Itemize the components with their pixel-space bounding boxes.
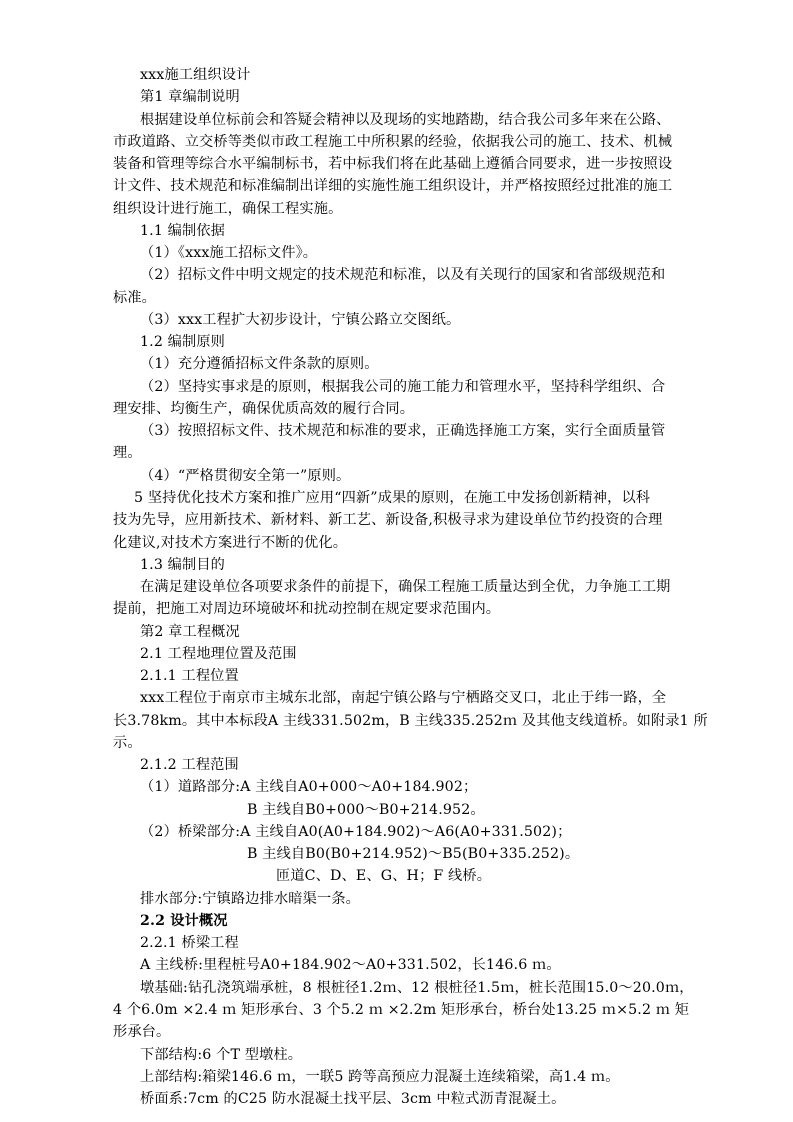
paragraph-line: 4 个6.0m ×2.4 ｍ 矩形承台、3 个5.2 ｍ ×2.2m 矩形承台，桥台处13.25 ｍ×5.2 ｍ 矩 <box>113 1002 690 1018</box>
section-heading: 1.1 编制依据 <box>140 222 226 239</box>
paragraph-line: 理。 <box>113 445 142 462</box>
paragraph-line: 形承台。 <box>113 1024 171 1041</box>
paragraph-line: 化建议,对技术方案进行不断的优化。 <box>113 534 348 551</box>
section-heading: 2.2 设计概况 <box>140 912 228 929</box>
paragraph-line: 组织设计进行施工，确保工程实施。 <box>113 200 343 217</box>
paragraph-line: 提前，把施工对周边环境破坏和扰动控制在规定要求范围内。 <box>113 601 501 618</box>
list-item: 5 坚持优化技术方案和推广应用“四新”成果的原则，在施工中发扬创新精神，以科 <box>134 490 651 506</box>
subsection-heading: 2.1.2 工程范围 <box>140 757 239 774</box>
paragraph-line: 桥面系:7cm 的C25 防水混凝土找平层、3cm 中粒式沥青混凝土。 <box>140 1091 566 1107</box>
list-item-continuation: 匝道C、D、E、G、H；F 线桥。 <box>276 868 492 885</box>
list-item: （3）xxx工程扩大初步设计，宁镇公路立交图纸。 <box>140 311 461 328</box>
list-item: （4）“严格贯彻安全第一”原则。 <box>140 467 351 484</box>
section-heading: 1.2 编制原则 <box>140 334 226 351</box>
paragraph-line: 理安排、均衡生产，确保优质高效的履行合同。 <box>113 400 415 417</box>
paragraph-line: 市政道路、立交桥等类似市政工程施工中所积累的经验，依据我公司的施工、技术、机械 <box>113 133 673 150</box>
paragraph-line: 墩基础:钻孔浇筑端承桩，8 根桩径1.2ｍ、12 根桩径1.5ｍ，桩长范围15.0～20.0ｍ， <box>140 979 694 996</box>
paragraph-line: 计文件、技术规范和标准编制出详细的实施性施工组织设计，并严格按照经过批准的施工 <box>113 178 673 195</box>
paragraph-line: 在满足建设单位各项要求条件的前提下，确保工程施工质量达到全优，力争施工工期 <box>140 579 671 595</box>
paragraph-line: 技为先导，应用新技术、新材料、新工艺、新设备,积极寻求为建设单位节约投资的合理 <box>113 512 663 529</box>
chapter-2-heading: 第2 章工程概况 <box>140 623 240 640</box>
list-item: （1）充分遵循招标文件条款的原则。 <box>140 356 379 373</box>
list-item: （2）坚持实事求是的原则，根据我公司的施工能力和管理水平，坚持科学组织、合 <box>140 378 666 395</box>
paragraph-line: A 主线桥:里程桩号A0+184.902～A0+331.502，长146.6 ｍ。 <box>140 957 561 974</box>
paragraph-line: 排水部分:宁镇路边排水暗渠一条。 <box>140 890 360 907</box>
section-heading: 2.1 工程地理位置及范围 <box>140 645 297 662</box>
list-item: （1）《xxx施工招标文件》。 <box>140 245 318 262</box>
list-item: （1）道路部分:A 主线自A0+000～A0+184.902； <box>140 779 478 796</box>
paragraph-line: 装备和管理等综合水平编制标书，若中标我们将在此基础上遵循合同要求，进一步按照设 <box>113 156 673 172</box>
subsection-heading: 2.2.1 桥梁工程 <box>140 935 239 952</box>
paragraph-line: 标准。 <box>113 289 157 306</box>
list-item: （2）桥梁部分:A 主线自A0(A0+184.902)～A6(A0+331.502)； <box>140 823 572 840</box>
paragraph-line: 上部结构:箱梁146.6 ｍ，一联5 跨等高预应力混凝土连续箱梁，高1.4 ｍ。 <box>140 1068 620 1085</box>
list-item: （2）招标文件中明文规定的技术规范和标准，以及有关现行的国家和省部级规范和 <box>140 267 666 284</box>
paragraph-line: 示。 <box>113 734 142 751</box>
paragraph-line: 长3.78km。其中本标段A 主线331.502m，B 主线335.252ｍ 及其他支线道桥。如附录1 所 <box>113 712 708 729</box>
doc-title: xxx施工组织设计 <box>140 67 251 83</box>
section-heading: 1.3 编制目的 <box>140 556 226 573</box>
paragraph-line: xxx工程位于南京市主城东北部，南起宁镇公路与宁栖路交叉口，北止于纬一路，全 <box>140 690 667 707</box>
subsection-heading: 2.1.1 工程位置 <box>140 668 239 684</box>
list-item: （3）按照招标文件、技术规范和标准的要求，正确选择施工方案，实行全面质量管 <box>140 423 666 440</box>
paragraph-line: 根据建设单位标前会和答疑会精神以及现场的实地踏勘，结合我公司多年来在公路、 <box>140 111 671 128</box>
paragraph-line: 下部结构:6 个T 型墩柱。 <box>140 1046 303 1063</box>
chapter-1-heading: 第1 章编制说明 <box>140 89 240 106</box>
list-item-continuation: B 主线自B0(B0+214.952)～B5(B0+335.252)。 <box>247 846 580 863</box>
list-item-continuation: B 主线自B0+000～B0+214.952。 <box>247 801 485 818</box>
